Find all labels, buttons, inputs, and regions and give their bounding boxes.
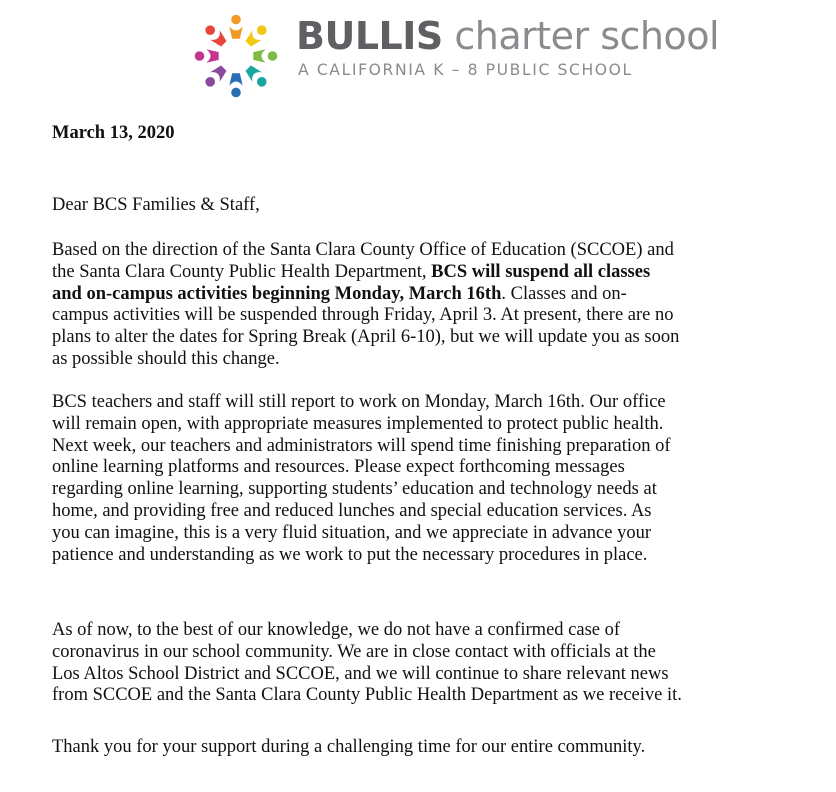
school-name-light: charter school bbox=[442, 14, 720, 58]
text-line: from SCCOE and the Santa Clara County Public Health Department as we receive it. bbox=[52, 685, 682, 706]
text-line: Los Altos School District and SCCOE, and we will continue to share relevant news bbox=[52, 663, 669, 684]
text-line: patience and understanding as we work to put the necessary procedures in place. bbox=[52, 544, 648, 565]
letter-date: March 13, 2020 bbox=[52, 123, 175, 143]
emphasis-text: BCS will suspend all classes bbox=[431, 261, 651, 282]
text-run: . Classes and on- bbox=[501, 283, 627, 304]
text-line bbox=[52, 262, 822, 284]
letter-salutation: Dear BCS Families & Staff, bbox=[52, 195, 260, 215]
text-line: online learning platforms and resources. Please expect forthcoming messages bbox=[52, 457, 625, 478]
school-name bbox=[296, 14, 719, 58]
text-line: campus activities will be suspended through Friday, April 3. At present, there are no bbox=[52, 305, 674, 326]
text-line: coronavirus in our school community. We are in close contact with officials at the bbox=[52, 641, 656, 662]
text-line: BCS teachers and staff will still report to work on Monday, March 16th. Our office bbox=[52, 392, 666, 412]
pinwheel-people-logo-icon bbox=[188, 8, 284, 104]
school-name-bold: BULLIS bbox=[296, 14, 443, 58]
letter-closing: Thank you for your support during a challenging time for our entire community. bbox=[52, 737, 646, 757]
text-line: you can imagine, this is a very fluid situation, and we appreciate in advance your bbox=[52, 522, 652, 543]
emphasis-text: and on-campus activities beginning Monday, March 16th bbox=[52, 283, 502, 304]
text-line: Next week, our teachers and administrators will spend time finishing preparation of bbox=[52, 435, 671, 456]
paragraph-staff-update bbox=[52, 392, 822, 566]
paragraph-closure-announcement bbox=[52, 240, 822, 371]
text-line: As of now, to the best of our knowledge, we do not have a confirmed case of bbox=[52, 620, 621, 640]
text-line: Based on the direction of the Santa Clara County Office of Education (SCCOE) and bbox=[52, 240, 674, 260]
text-line: will remain open, with appropriate measures implemented to protect public health. bbox=[52, 413, 664, 434]
text-line: home, and providing free and reduced lunches and special education services. As bbox=[52, 500, 652, 521]
school-tagline: A CALIFORNIA K – 8 PUBLIC SCHOOL bbox=[298, 61, 633, 79]
text-line: regarding online learning, supporting students’ education and technology needs at bbox=[52, 479, 657, 500]
text-line bbox=[52, 284, 822, 306]
paragraph-health-status bbox=[52, 620, 822, 707]
text-run: the Santa Clara County Public Health Department, bbox=[52, 261, 432, 282]
text-line: as possible should this change. bbox=[52, 348, 280, 369]
text-line: plans to alter the dates for Spring Break (April 6-10), but we will update you as soon bbox=[52, 327, 680, 348]
